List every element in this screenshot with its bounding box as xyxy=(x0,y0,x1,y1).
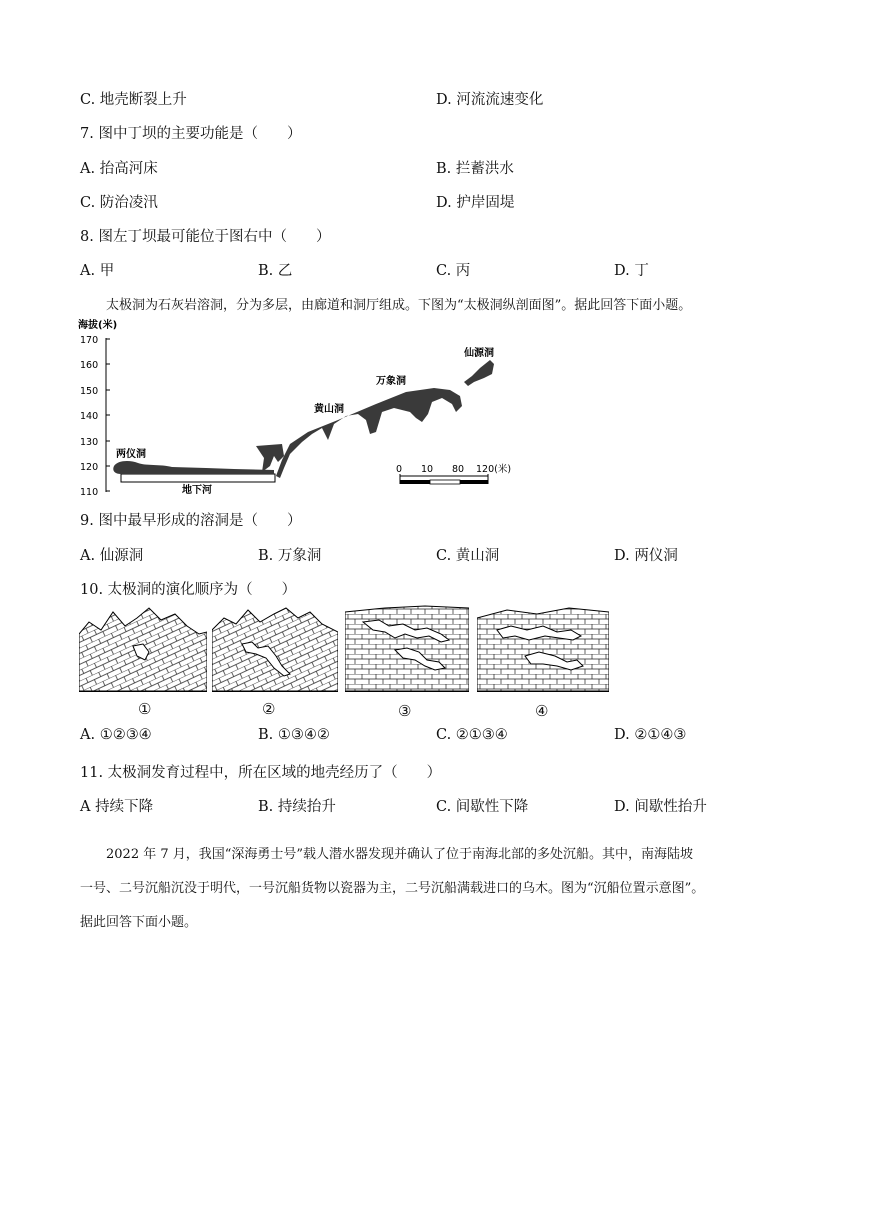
y-tick-label: 110 xyxy=(80,487,99,498)
scale-label: 120(米) xyxy=(476,464,512,475)
y-axis-title: 海拔(米) xyxy=(78,320,118,331)
q9-option-c: C. 黄山洞 xyxy=(436,548,500,564)
q7-option-a: A. 抬高河床 xyxy=(80,161,158,177)
fig-label-2: ② xyxy=(262,700,276,718)
label-dixiahe: 地下河 xyxy=(182,485,212,496)
cave-huangshan-wanxiang xyxy=(276,388,465,478)
q6-option-d: D. 河流流速变化 xyxy=(436,92,544,108)
cave-liangyi xyxy=(113,461,274,474)
evolution-diagram-1 xyxy=(79,604,207,692)
q11-option-b: B. 持续抬升 xyxy=(258,799,336,815)
fig-label-1: ① xyxy=(138,700,152,718)
y-tick-label: 120 xyxy=(80,462,99,473)
intro-ship-line3: 据此回答下面小题。 xyxy=(80,915,198,930)
q11-option-c: C. 间歇性下降 xyxy=(436,799,529,815)
q10-stem: 10. 太极洞的演化顺序为（ ） xyxy=(80,582,297,598)
q9-option-a: A. 仙源洞 xyxy=(80,548,144,564)
q9-option-b: B. 万象洞 xyxy=(258,548,322,564)
underground-river xyxy=(121,474,275,482)
q10-option-c: C. ②①③④ xyxy=(436,727,508,743)
q11-option-a: A 持续下降 xyxy=(80,799,154,815)
fig-label-3: ③ xyxy=(398,702,412,720)
evolution-diagram-3 xyxy=(345,604,469,692)
fig-label-4: ④ xyxy=(535,702,549,720)
intro-ship-line1: 2022 年 7 月，我国“深海勇士号”载人潜水器发现并确认了位于南海北部的多处沉船。其中，南海陆坡 xyxy=(106,847,694,862)
evolution-diagram-2 xyxy=(212,604,338,692)
y-tick-label: 130 xyxy=(80,437,99,448)
q9-stem: 9. 图中最早形成的溶洞是（ ） xyxy=(80,513,302,529)
q10-option-b: B. ①③④② xyxy=(258,727,330,743)
q10-option-a: A. ①②③④ xyxy=(80,727,152,743)
q9-option-d: D. 两仪洞 xyxy=(614,548,678,564)
cave-xianyuan xyxy=(464,360,494,386)
q7-option-d: D. 护岸固堤 xyxy=(436,195,515,211)
label-liangyi: 两仪洞 xyxy=(116,449,146,460)
label-wanxiang: 万象洞 xyxy=(376,376,406,387)
scale-label: 0 xyxy=(396,464,403,475)
y-tick-label: 170 xyxy=(80,335,99,346)
y-tick-label: 160 xyxy=(80,360,99,371)
intro-ship-line2: 一号、二号沉船沉没于明代，一号沉船货物以瓷器为主，二号沉船满载进口的乌木。图为“沉船位置示意图”。 xyxy=(80,881,705,896)
cave-profile-diagram xyxy=(76,316,516,500)
q11-option-d: D. 间歇性抬升 xyxy=(614,799,707,815)
label-huangshan: 黄山洞 xyxy=(314,404,344,415)
intro-taiji: 太极洞为石灰岩溶洞，分为多层，由廊道和洞厅组成。下图为“太极洞纵剖面图”。据此回答下面小题。 xyxy=(106,298,692,313)
q11-stem: 11. 太极洞发育过程中，所在区域的地壳经历了（ ） xyxy=(80,765,442,781)
q8-option-a: A. 甲 xyxy=(80,263,115,279)
q8-option-d: D. 丁 xyxy=(614,263,649,279)
evolution-diagram-4 xyxy=(477,604,609,692)
scale-bar xyxy=(396,463,511,484)
scale-label: 80 xyxy=(452,464,465,475)
q10-option-d: D. ②①④③ xyxy=(614,727,687,743)
q8-stem: 8. 图左丁坝最可能位于图右中（ ） xyxy=(80,229,331,245)
scale-label: 10 xyxy=(421,464,434,475)
y-tick-label: 140 xyxy=(80,411,99,422)
label-xianyuan: 仙源洞 xyxy=(464,348,494,359)
q8-option-c: C. 丙 xyxy=(436,263,471,279)
q7-option-c: C. 防治凌汛 xyxy=(80,195,158,211)
q7-stem: 7. 图中丁坝的主要功能是（ ） xyxy=(80,126,302,142)
q8-option-b: B. 乙 xyxy=(258,263,293,279)
q6-option-c: C. 地壳断裂上升 xyxy=(80,92,187,108)
q7-option-b: B. 拦蓄洪水 xyxy=(436,161,514,177)
y-tick-label: 150 xyxy=(80,386,99,397)
